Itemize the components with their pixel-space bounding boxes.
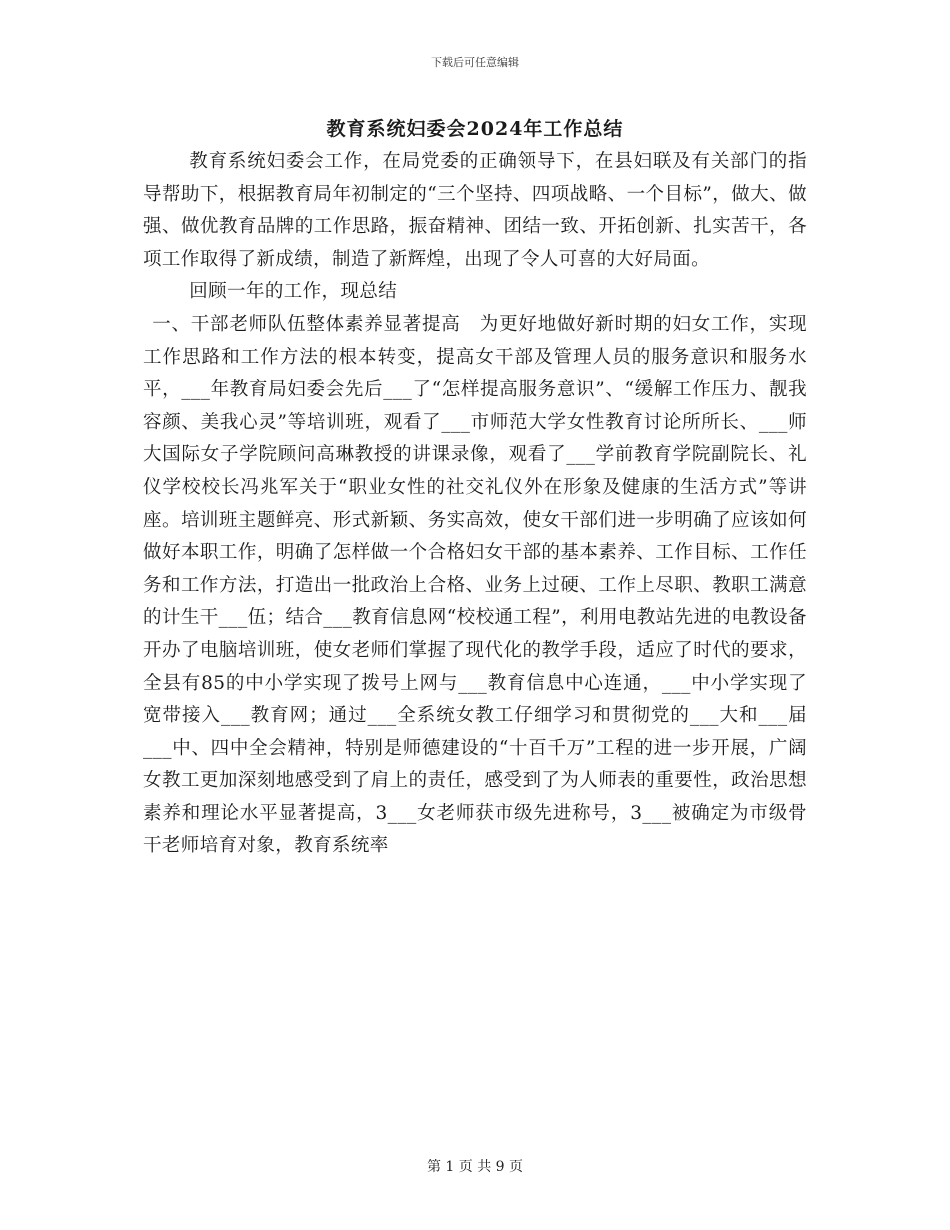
- header-note: 下载后可任意编辑: [431, 56, 519, 69]
- document-body: [143, 146, 807, 863]
- paragraph-review: 回顾一年的工作，现总结: [189, 281, 398, 303]
- page-number: 第 1 页 共 9 页: [426, 1159, 524, 1175]
- document-title: 教育系统妇委会2024年工作总结: [326, 118, 624, 140]
- paragraph-intro: 教育系统妇委会工作，在局党委的正确领导下，在县妇联及有关部门的指导帮助下，根据教育局年初制定的“三个坚持、四项战略、一个目标”，做大、做强、做优教育品牌的工作思路，振奋精神、团结一致、开拓创新、扎实苦干，各项工作取得了新成绩，制造了新辉煌，出现了令人可喜的大好局面。: [143, 151, 807, 270]
- paragraph-section-one: 一、干部老师队伍整体素养显著提高 为更好地做好新时期的妇女工作，实现工作思路和工作方法的根本转变，提高女干部及管理人员的服务意识和服务水平，___年教育局妇委会先后___了“怎样提高服务意识”、“缓解工作压力、靓我容颜、美我心灵”等培训班，观看了___市师范大学女性教育讨论所所长、___师大国际女子学院顾问高琳教授的讲课录像，观看了___学前教育学院副院长、礼仪学校校长冯兆军关于“职业女性的社交礼仪外在形象及健康的生活方式”等讲座。培训班主题鲜亮、形式新颖、务实高效，使女干部们进一步明确了应该如何做好本职工作，明确了怎样做一个合格妇女干部的基本素养、工作目标、工作任务和工作方法，打造出一批政治上合格、业务上过硬、工作上尽职、教职工满意的计生干___伍；结合___教育信息网“校校通工程”，利用电教站先进的电教设备开办了电脑培训班，使女老师们掌握了现代化的教学手段，适应了时代的要求，全县有85的中小学实现了拨号上网与___教育信息中心连通，___中小学实现了宽带接入___教育网；通过___全系统女教工仔细学习和贯彻党的___大和___届___中、四中全会精神，特别是师德建设的“十百千万”工程的进一步开展，广阔女教工更加深刻地感受到了肩上的责任，感受到了为人师表的重要性，政治思想素养和理论水平显著提高，3___女老师获市级先进称号，3___被确定为市级骨干老师培育对象，教育系统率: [143, 313, 807, 857]
